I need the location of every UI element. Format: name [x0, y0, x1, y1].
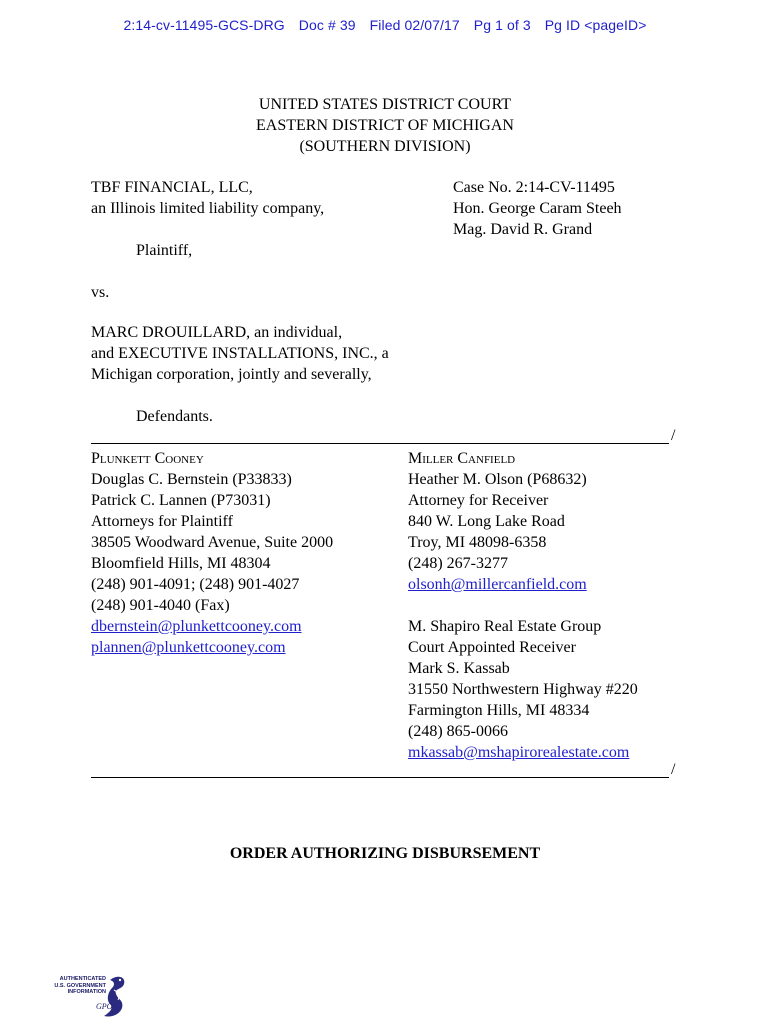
- eagle-icon: [44, 974, 130, 1020]
- receiver-attorney: Heather M. Olson (P68632): [408, 471, 587, 488]
- receiver-role: Court Appointed Receiver: [408, 639, 576, 656]
- plaintiff-block: [91, 177, 324, 261]
- divider-slash-bottom: /: [671, 761, 676, 778]
- plaintiff-firm-name: Plunkett Cooney: [91, 450, 204, 467]
- ecf-doc-number: Doc # 39: [298, 17, 356, 33]
- receiver-company: M. Shapiro Real Estate Group: [408, 618, 602, 635]
- receiver-attorney-role: Attorney for Receiver: [408, 492, 549, 509]
- receiver-counsel-address-1: 840 W. Long Lake Road: [408, 513, 565, 530]
- court-caption: [0, 94, 770, 157]
- caption-divider-bottom: [91, 777, 669, 778]
- order-title: ORDER AUTHORIZING DISBURSEMENT: [229, 845, 541, 862]
- plaintiff-attorney-2: Patrick C. Lannen (P73031): [91, 492, 271, 509]
- receiver-email-link[interactable]: mkassab@mshapirorealestate.com: [408, 744, 630, 761]
- plaintiff-description: an Illinois limited liability company,: [91, 200, 325, 217]
- receiver-address-2: Farmington Hills, MI 48334: [408, 702, 590, 719]
- receiver-firm-name: Miller Canfield: [408, 450, 516, 467]
- receiver-counsel-email-link[interactable]: olsonh@millercanfield.com: [408, 576, 587, 593]
- court-district: EASTERN DISTRICT OF MICHIGAN: [256, 117, 514, 134]
- defendants-role: Defendants.: [136, 408, 213, 425]
- versus-label: vs.: [91, 284, 110, 301]
- ecf-case-number: 2:14-cv-11495-GCS-DRG: [123, 17, 285, 33]
- court-division: (SOUTHERN DIVISION): [299, 138, 471, 155]
- defendant-line-3: Michigan corporation, jointly and severally,: [91, 366, 372, 383]
- receiver-counsel-phone: (248) 267-3277: [408, 555, 508, 572]
- plaintiff-role: Plaintiff,: [136, 242, 193, 259]
- receiver-phone: (248) 865-0066: [408, 723, 508, 740]
- plaintiff-counsel-address-2: Bloomfield Hills, MI 48304: [91, 555, 271, 572]
- case-info-block: [453, 177, 622, 240]
- judge-name: Hon. George Caram Steeh: [453, 200, 622, 217]
- ecf-filed-date: Filed 02/07/17: [369, 17, 460, 33]
- plaintiff-name: TBF FINANCIAL, LLC,: [91, 179, 253, 196]
- divider-slash-top: /: [671, 427, 676, 444]
- caption-divider-top: [91, 443, 669, 444]
- court-name: UNITED STATES DISTRICT COURT: [258, 96, 512, 113]
- case-number: Case No. 2:14-CV-11495: [453, 179, 615, 196]
- defendant-line-1: MARC DROUILLARD, an individual,: [91, 324, 343, 341]
- ecf-filing-header: [0, 17, 770, 33]
- defendant-line-2: and EXECUTIVE INSTALLATIONS, INC., a: [91, 345, 389, 362]
- defendants-block: [91, 322, 389, 427]
- magistrate-name: Mag. David R. Grand: [453, 221, 593, 238]
- receiver-counsel-block: [408, 448, 638, 763]
- plaintiff-counsel-fax: (248) 901-4040 (Fax): [91, 597, 230, 614]
- gpo-seal-line-2: U.S. GOVERNMENT: [54, 982, 106, 989]
- plaintiff-counsel-role: Attorneys for Plaintiff: [91, 513, 233, 530]
- plaintiff-counsel-block: [91, 448, 333, 658]
- plaintiff-email-link-2[interactable]: plannen@plunkettcooney.com: [91, 639, 286, 656]
- plaintiff-counsel-address-1: 38505 Woodward Avenue, Suite 2000: [91, 534, 334, 551]
- gpo-mark: GPO: [96, 1002, 113, 1011]
- gpo-seal-line-3: INFORMATION: [67, 989, 106, 995]
- receiver-address-1: 31550 Northwestern Highway #220: [408, 681, 638, 698]
- receiver-name: Mark S. Kassab: [408, 660, 510, 677]
- plaintiff-attorney-1: Douglas C. Bernstein (P33833): [91, 471, 292, 488]
- ecf-page-count: Pg 1 of 3: [473, 17, 531, 33]
- gpo-authentication-seal: [44, 974, 130, 1020]
- receiver-counsel-address-2: Troy, MI 48098-6358: [408, 534, 547, 551]
- ecf-page-id: Pg ID <pageID>: [544, 17, 647, 33]
- gpo-seal-line-1: AUTHENTICATED: [59, 976, 106, 982]
- plaintiff-counsel-phone: (248) 901-4091; (248) 901-4027: [91, 576, 300, 593]
- plaintiff-email-link-1[interactable]: dbernstein@plunkettcooney.com: [91, 618, 302, 635]
